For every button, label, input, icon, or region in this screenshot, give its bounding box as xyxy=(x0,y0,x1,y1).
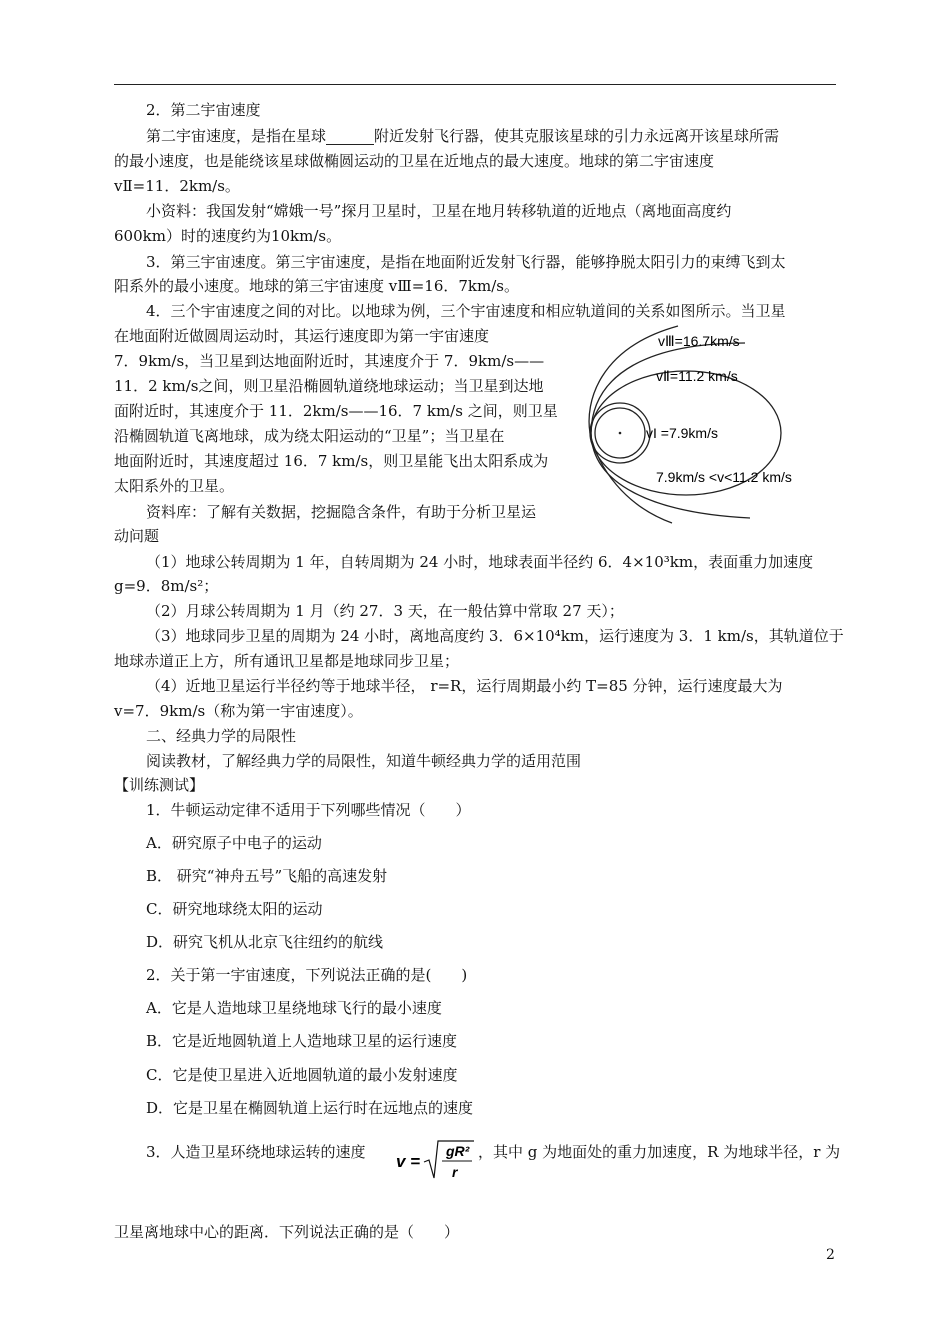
question-1-option-a: A．研究原子中电子的运动 xyxy=(146,834,322,852)
question-1-option-c: C．研究地球绕太阳的运动 xyxy=(146,900,323,918)
question-2-option-b: B．它是近地圆轨道上人造地球卫星的运行速度 xyxy=(146,1032,458,1050)
heading-comparison: 4．三个宇宙速度之间的对比。以地球为例，三个宇宙速度和相应轨道间的关系如图所示。当卫星 xyxy=(146,302,786,320)
paragraph-line: 动问题 xyxy=(114,527,160,545)
question-3-line-2: 卫星离地球中心的距离．下列说法正确的是（ ） xyxy=(114,1223,460,1241)
label-velocity-range: 7.9km/s <v<11.2 km/s xyxy=(656,469,792,485)
question-3-lead: 3．人造卫星环绕地球运转的速度 xyxy=(146,1143,366,1161)
label-v3: vⅢ=16.7km/s xyxy=(658,333,740,349)
paragraph-line: 的最小速度，也是能绕该星球做椭圆运动的卫星在近地点的最大速度。地球的第二宇宙速度 xyxy=(114,152,715,170)
heading-third-cosmic-velocity: 3．第三宇宙速度。第三宇宙速度，是指在地面附近发射飞行器，能够挣脱太阳引力的束缚飞到太 xyxy=(146,253,786,271)
paragraph-line: 面附近时，其速度介于 11．2km/s——16．7 km/s 之间，则卫星 xyxy=(114,402,558,420)
section-heading-training-test: 【训练测试】 xyxy=(114,776,205,794)
section-heading-classical-mechanics: 二、经典力学的局限性 xyxy=(146,727,297,745)
paragraph-line: 7．9km/s，当卫星到达地面附近时，其速度介于 7．9km/s—— xyxy=(114,352,545,370)
paragraph-line: 11．2 km/s之间，则卫星沿椭圆轨道绕地球运动；当卫星到达地 xyxy=(114,377,544,395)
cosmic-velocity-diagram xyxy=(580,318,840,528)
paragraph-line: 在地面附近做圆周运动时，其运行速度即为第一宇宙速度 xyxy=(114,327,490,345)
page-number: 2 xyxy=(826,1247,835,1263)
question-3-continuation: ，其中 g 为地面处的重力加速度，R 为地球半径，r 为 xyxy=(478,1143,841,1161)
paragraph-line: v=7．9km/s（称为第一宇宙速度）。 xyxy=(114,702,363,720)
paragraph-line: 第二宇宙速度，是指在星球 附近发射飞行器，使其克服该星球的引力永远离开该星球所需 xyxy=(146,127,780,145)
heading-second-cosmic-velocity: 2．第二宇宙速度 xyxy=(146,101,261,119)
paragraph-line: 沿椭圆轨道飞离地球，成为绕太阳运动的“卫星”；当卫星在 xyxy=(114,427,505,445)
question-1: 1．牛顿运动定律不适用于下列哪些情况（ ） xyxy=(146,801,471,819)
formula-lhs: v = xyxy=(396,1152,421,1171)
paragraph-line: g=9．8m/s²； xyxy=(114,577,219,595)
question-2: 2．关于第一宇宙速度，下列说法正确的是( ) xyxy=(146,966,468,984)
data-item-4: （4）近地卫星运行半径约等于地球半径， r=R，运行周期最小约 T=85 分钟，运行速度最大为 xyxy=(146,677,783,695)
question-2-option-d: D．它是卫星在椭圆轨道上运行时在远地点的速度 xyxy=(146,1099,474,1117)
paragraph-line: 地球赤道正上方，所有通讯卫星都是地球同步卫星； xyxy=(114,652,460,670)
question-1-option-b: B． 研究“神舟五号”飞船的高速发射 xyxy=(146,867,388,885)
paragraph-line: 阳系外的最小速度。地球的第三宇宙速度 vⅢ=16．7km/s。 xyxy=(114,277,519,295)
label-v2: vⅡ=11.2 km/s xyxy=(656,368,738,384)
paragraph-line: 地面附近时，其速度超过 16．7 km/s，则卫星能飞出太阳系成为 xyxy=(114,452,549,470)
paragraph-line: 600km）时的速度约为10km/s。 xyxy=(114,227,342,245)
formula-numerator: gR² xyxy=(446,1143,470,1159)
question-2-option-c: C．它是使卫星进入近地圆轨道的最小发射速度 xyxy=(146,1066,458,1084)
label-v1: vI =7.9km/s xyxy=(646,425,718,441)
paragraph-line: 阅读教材，了解经典力学的局限性，知道牛顿经典力学的适用范围 xyxy=(146,752,582,770)
paragraph-line: 太阳系外的卫星。 xyxy=(114,477,235,495)
earth-center-dot xyxy=(619,432,622,435)
header-rule xyxy=(114,84,836,85)
paragraph-line: 小资料：我国发射“嫦娥一号”探月卫星时，卫星在地月转移轨道的近地点（离地面高度约 xyxy=(146,202,732,220)
velocity-formula xyxy=(396,1136,476,1184)
formula-denominator: r xyxy=(452,1164,458,1180)
data-item-1: （1）地球公转周期为 1 年，自转周期为 24 小时，地球表面半径约 6．4×10³km，表面重力加速度 xyxy=(146,553,814,571)
question-2-option-a: A．它是人造地球卫星绕地球飞行的最小速度 xyxy=(146,999,442,1017)
paragraph-line: 资料库：了解有关数据，挖掘隐含条件，有助于分析卫星运 xyxy=(146,503,537,521)
data-item-3: （3）地球同步卫星的周期为 24 小时，离地高度约 3．6×10⁴km，运行速度为 3．1 km/s，其轨道位于 xyxy=(146,627,844,645)
paragraph-line: vⅡ=11．2km/s。 xyxy=(114,177,240,195)
data-item-2: （2）月球公转周期为 1 月（约 27．3 天，在一般估算中常取 27 天）； xyxy=(146,602,624,620)
question-1-option-d: D．研究飞机从北京飞往纽约的航线 xyxy=(146,933,384,951)
fill-in-blank xyxy=(326,130,374,145)
